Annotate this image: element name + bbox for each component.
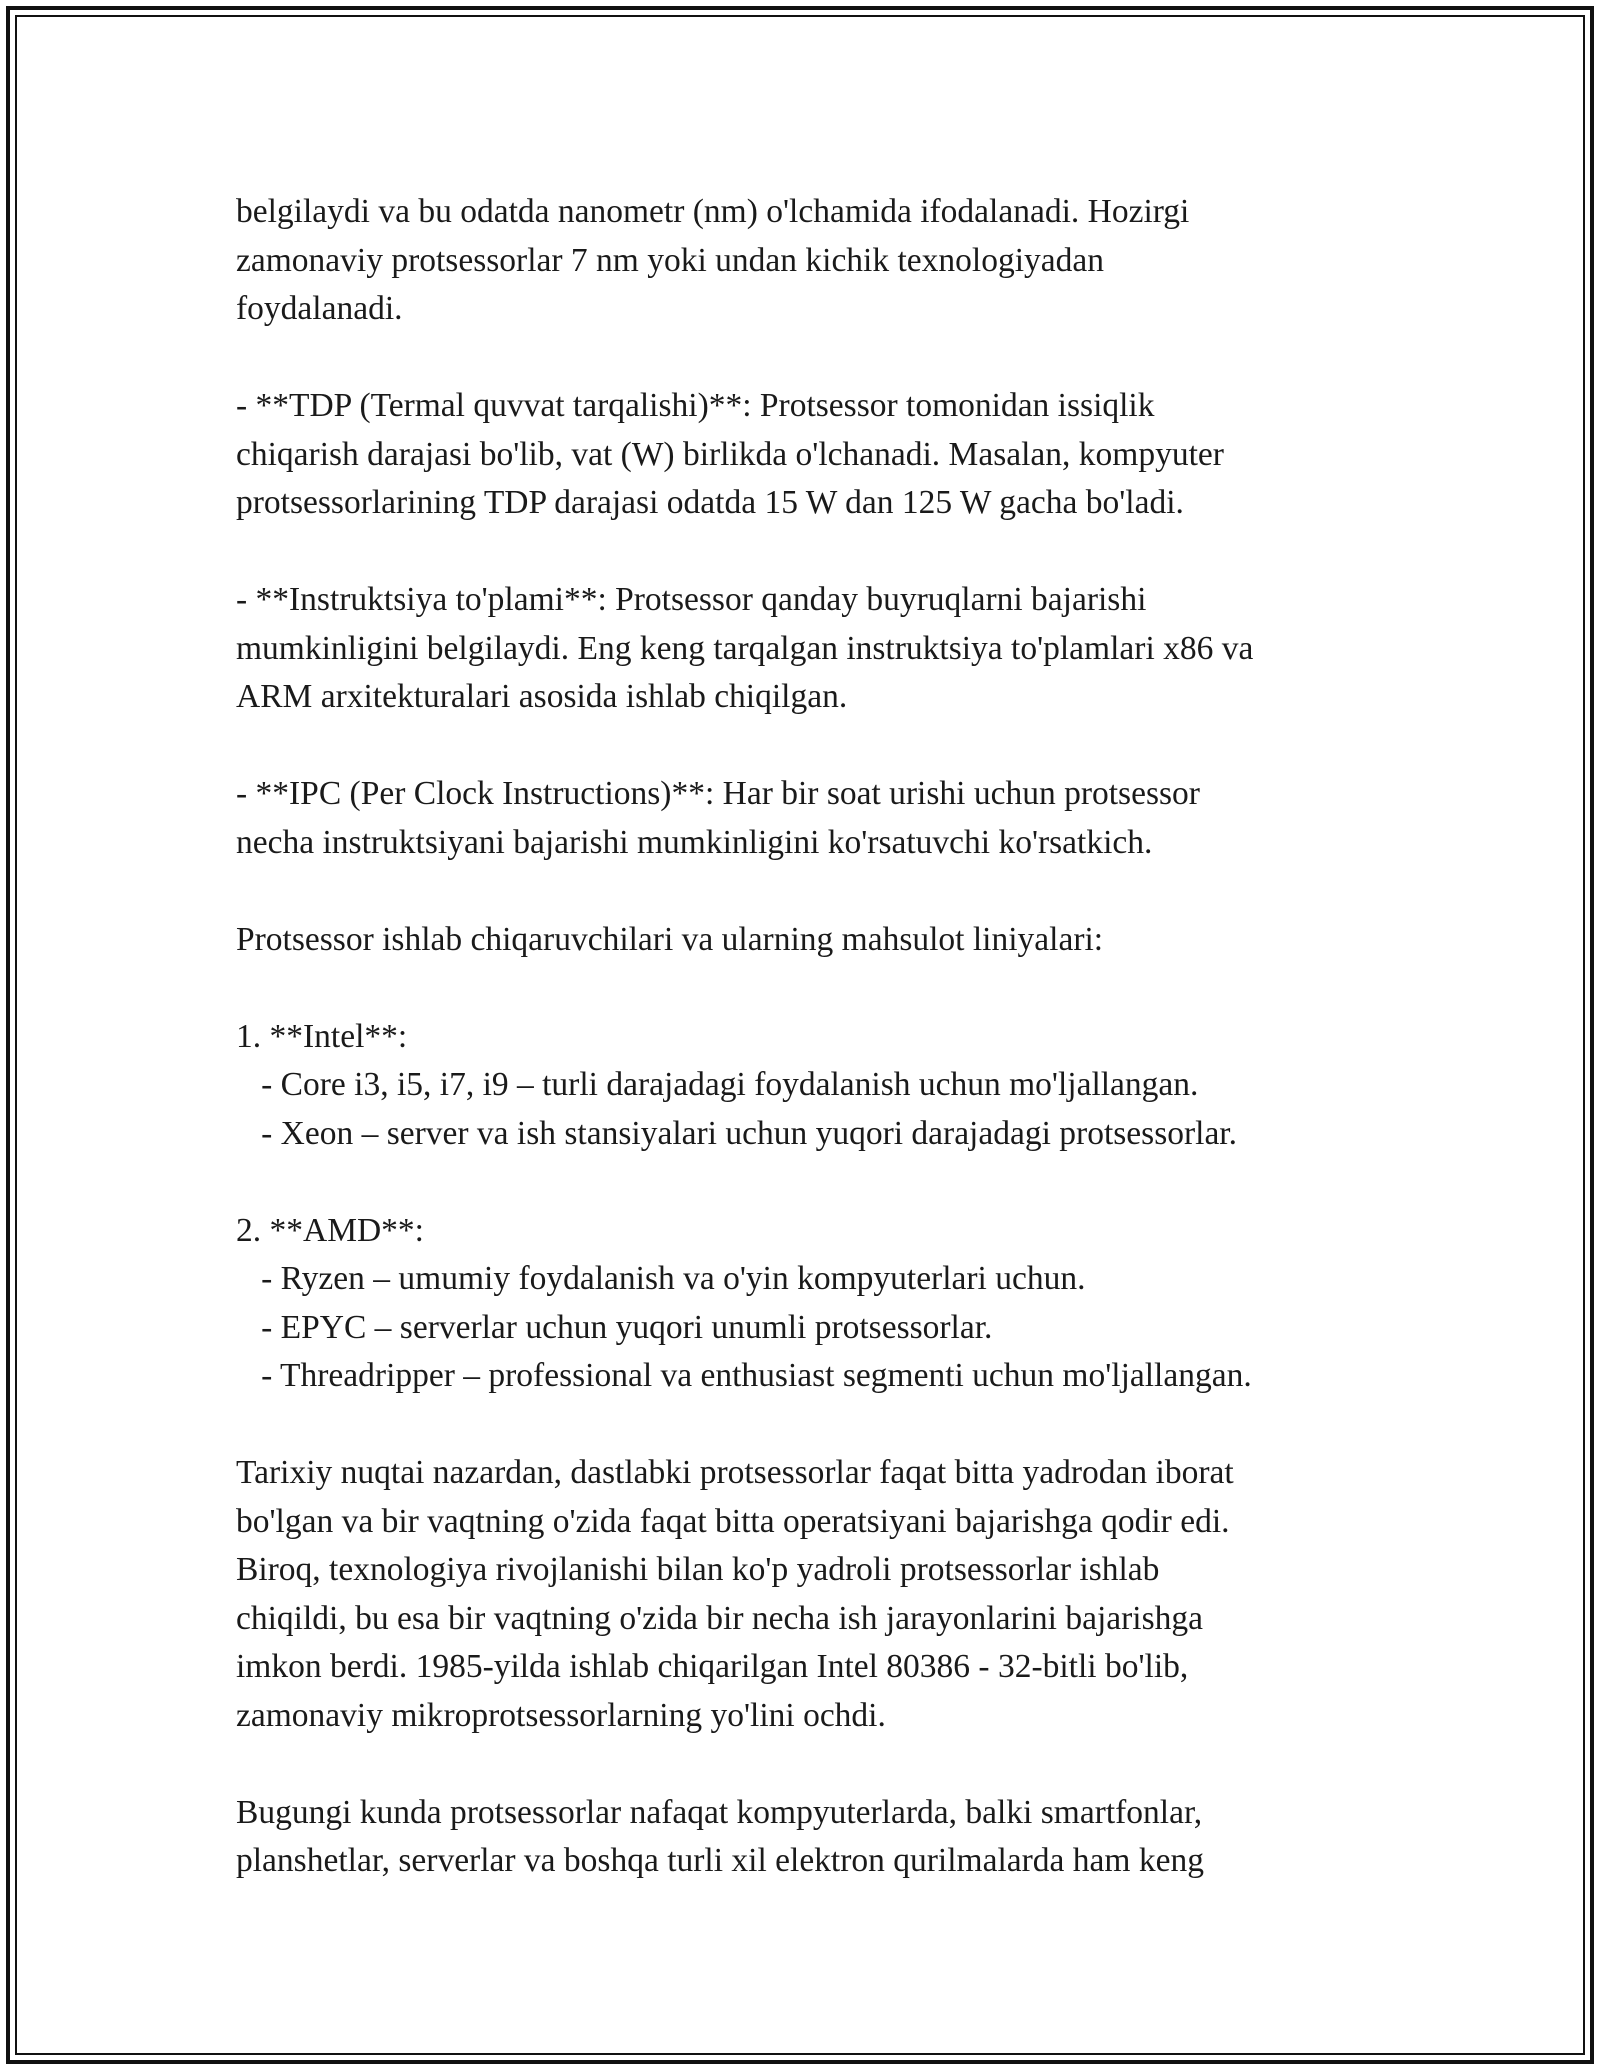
text-line: chiqarish darajasi bo'lib, vat (W) birlikda o'lchanadi. Masalan, kompyuter [236,435,1224,473]
sub-list-item: - EPYC – serverlar uchun yuqori unumli protsessorlar. [236,1308,993,1346]
paragraph-tdp [236,382,1376,528]
paragraph-gap [236,1158,1376,1207]
text-line: protsessorlarining TDP darajasi odatda 15 W dan 125 W gacha bo'ladi. [236,484,1184,521]
sub-list-item: - Core i3, i5, i7, i9 – turli darajadagi foydalanish uchun mo'ljallangan. [236,1066,1199,1103]
sub-list-item: - Ryzen – umumiy foydalanish va o'yin kompyuterlari uchun. [236,1260,1086,1297]
paragraph-gap [236,334,1376,383]
text-line: zamonaviy protsessorlar 7 nm yoki undan kichik texnologiyadan [236,241,1105,279]
paragraph-gap [236,722,1376,771]
text-line: - **IPC (Per Clock Instructions)**: Har bir soat urishi uchun protsessor [236,775,1200,812]
sub-list-item: - Xeon – server va ish stansiyalari uchun yuqori darajadagi protsessorlar. [236,1114,1237,1152]
paragraph-gap [236,1401,1376,1450]
text-line: foydalanadi. [236,290,403,327]
text-line: 1. **Intel**: [236,1017,408,1055]
paragraph-gap [236,528,1376,577]
sub-list-item: - Threadripper – professional va enthusiast segmenti uchun mo'ljallangan. [236,1357,1252,1394]
text-line: 2. **AMD**: [236,1211,424,1249]
text-line: bo'lgan va bir vaqtning o'zida faqat bitta operatsiyani bajarishga qodir edi. [236,1502,1230,1540]
paragraph-history [236,1449,1376,1740]
text-line: necha instruktsiyani bajarishi mumkinligini ko'rsatuvchi ko'rsatkich. [236,823,1153,861]
text-line: Protsessor ishlab chiqaruvchilari va ularning mahsulot liniyalari: [236,920,1104,958]
text-line: mumkinligini belgilaydi. Eng keng tarqalgan instruktsiya to'plamlari x86 va [236,629,1254,667]
text-line: planshetlar, serverlar va boshqa turli xil elektron qurilmalarda ham keng [236,1842,1204,1879]
list-item-intel [236,1013,1376,1159]
paragraph-ipc [236,770,1376,867]
text-line: zamonaviy mikroprotsessorlarning yo'lini ochdi. [236,1696,886,1734]
paragraph-gap [236,867,1376,916]
text-line: ARM arxitekturalari asosida ishlab chiqilgan. [236,678,848,715]
paragraph-process-node [236,188,1376,334]
text-line: - **TDP (Termal quvvat tarqalishi)**: Protsessor tomonidan issiqlik [236,387,1155,424]
paragraph-today [236,1789,1376,1886]
text-line: belgilaydi va bu odatda nanometr (nm) o'lchamida ifodalanadi. Hozirgi [236,193,1190,230]
paragraph-instruction-set [236,576,1376,722]
text-line: Biroq, texnologiya rivojlanishi bilan ko'p yadroli protsessorlar ishlab [236,1551,1160,1588]
text-line: Tarixiy nuqtai nazardan, dastlabki protsessorlar faqat bitta yadrodan iborat [236,1454,1234,1491]
text-line: - **Instruktsiya to'plami**: Protsessor qanday buyruqlarni bajarishi [236,581,1147,618]
text-line: chiqildi, bu esa bir vaqtning o'zida bir necha ish jarayonlarini bajarishga [236,1599,1204,1637]
text-line: Bugungi kunda protsessorlar nafaqat kompyuterlarda, balki smartfonlar, [236,1793,1203,1831]
paragraph-gap [236,964,1376,1013]
document-body [236,188,1376,1886]
text-line: imkon berdi. 1985-yilda ishlab chiqarilgan Intel 80386 - 32-bitli bo'lib, [236,1648,1189,1685]
paragraph-gap [236,1740,1376,1789]
paragraph-manufacturers-intro [236,916,1376,965]
list-item-amd [236,1207,1376,1401]
